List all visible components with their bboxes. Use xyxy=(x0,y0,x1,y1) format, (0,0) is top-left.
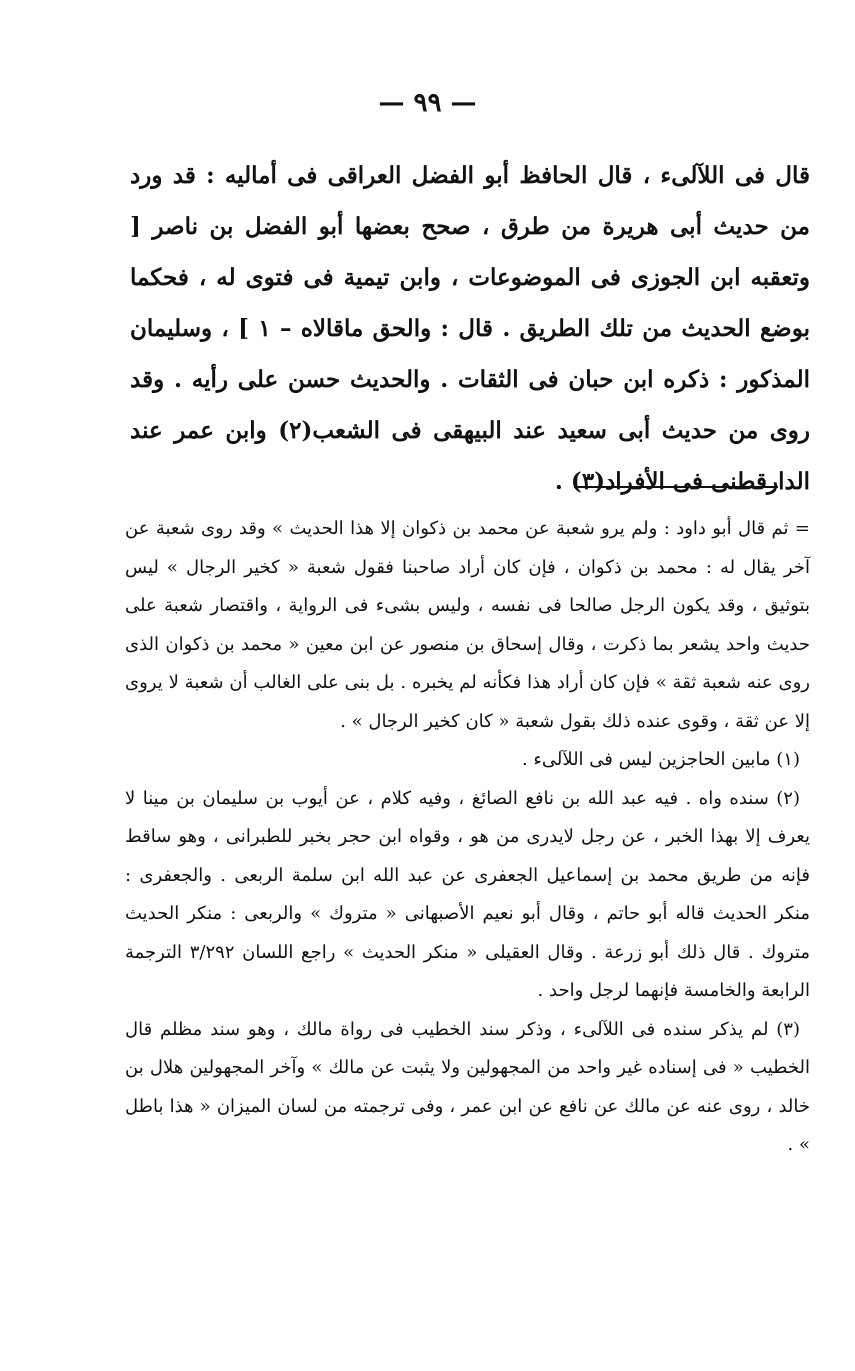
footnote-1: (١) مابين الحاجزين ليس فى اللآلىء . xyxy=(521,749,800,770)
main-text xyxy=(130,150,810,507)
page-number: — ٩٩ — xyxy=(378,88,477,118)
main-paragraph: قال فى اللآلىء ، قال الحافظ أبو الفضل العراقى فى أماليه : قد ورد من حديث أبى هريرة من طرق ، صحح بعضها أبو الفضل بن ناصر [ وتعقبه ابن الجوزى فى الموضوعات ، وابن تيمية فى فتوى له ، فحكما بوضع الحديث من تلك الطريق . قال : والحق ماقالاه – ١ ] ، وسليمان المذكور : ذكره ابن حبان فى الثقات . والحديث حسن على رأيه . وقد روى من حديث أبى سعيد عند البيهقى فى الشعب(٢) وابن عمر عند الدارقطنى فى الأفراد(٣) . xyxy=(130,162,810,495)
footnote-separator xyxy=(574,486,778,488)
footnotes xyxy=(125,510,810,1165)
footnote-2: (٢) سنده واه . فيه عبد الله بن نافع الصائغ ، وفيه كلام ، عن أيوب بن سليمان بن مينا لا يعرف إلا بهذا الخبر ، عن رجل لايدرى من هو ، وقواه ابن حجر بخبر للطبرانى ، وهو ساقط فإنه من طريق محمد بن إسماعيل الجعفرى عن عبد الله ابن سلمة الربعى . والجعفرى : منكر الحديث قاله أبو حاتم ، وقال أبو نعيم الأصبهانى « متروك » والربعى : منكر الحديث متروك . قال ذلك أبو زرعة . وقال العقيلى « منكر الحديث » راجع اللسان ٣/٢٩٢ الترجمة الرابعة والخامسة فإنهما لرجل واحد . xyxy=(125,787,810,1001)
footnote-continuation: = ثم قال أبو داود : ولم يرو شعبة عن محمد بن ذكوان إلا هذا الحديث » وقد روى شعبة عن آخر يقال له : محمد بن ذكوان ، فإن كان أراد صاحبنا فقول شعبة « كخير الرجال » ليس بتوثيق ، وقد يكون الرجل صالحا فى نفسه ، وليس بشىء فى الرواية ، واقتصار شعبة على حديث واحد يشعر بما ذكرت ، وقال إسحاق بن منصور عن ابن معين « محمد بن ذكوان الذى روى عنه شعبة ثقة » فإن كان أراد هذا فكأنه لم يخبره . بل بنى على الغالب أن شعبة لا يروى إلا عن ثقة ، وقوى عنده ذلك بقول شعبة « كان كخير الرجال » . xyxy=(125,518,810,732)
footnote-3: (٣) لم يذكر سنده فى اللآلىء ، وذكر سند الخطيب فى رواة مالك ، وهو سند مظلم قال الخطيب « فى إسناده غير واحد من المجهولين ولا يثبت عن مالك » وآخر المجهولين هلال بن خالد ، روى عنه عن مالك عن نافع عن ابن عمر ، وفى ترجمته من لسان الميزان « هذا باطل » . xyxy=(125,1018,810,1155)
